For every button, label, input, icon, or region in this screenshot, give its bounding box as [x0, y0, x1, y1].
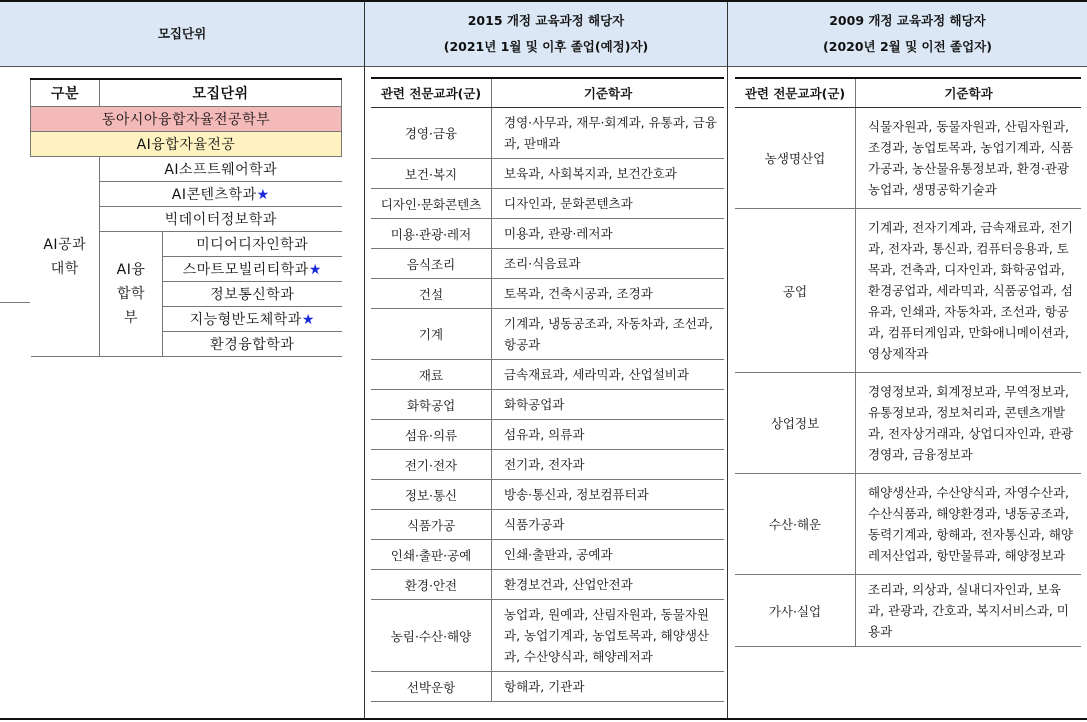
dept-info-comm: 정보통신학과	[163, 282, 342, 307]
subject-group-cell: 식품가공	[371, 510, 492, 540]
header-recruit-unit-text: 모집단위	[157, 26, 207, 41]
dept-intelligent-semiconductor	[163, 307, 342, 332]
table-row	[371, 108, 724, 159]
subject-group-cell: 기계	[371, 309, 492, 360]
table-row	[371, 600, 724, 672]
subject-group-cell: 미용·관광·레저	[371, 219, 492, 249]
standard-dept-cell: 미용과, 관광·레저과	[492, 219, 725, 249]
table-row	[735, 373, 1081, 474]
dept-ai-software: AI소프트웨어학과	[100, 157, 342, 182]
standard-dept-cell: 디자인과, 문화콘텐츠과	[492, 189, 725, 219]
table-row	[371, 480, 724, 510]
table-row	[371, 219, 724, 249]
subject-group-cell: 음식조리	[371, 249, 492, 279]
table-row	[371, 510, 724, 540]
header-recruit-unit	[0, 2, 364, 67]
subject-group-cell: 디자인·문화콘텐츠	[371, 189, 492, 219]
standard-dept-cell: 토목과, 건축시공과, 조경과	[492, 279, 725, 309]
subject-group-cell: 섬유·의류	[371, 420, 492, 450]
star-icon: ★	[301, 312, 315, 328]
standard-dept-cell: 조리·식음료과	[492, 249, 725, 279]
standard-dept-cell: 기계과, 전자기계과, 금속재료과, 전기과, 전자과, 통신과, 컴퓨터응용과, 토목과, 건축과, 디자인과, 화학공업과, 환경공업과, 세라믹과, 식품공업과, 섬유과, 인쇄과, 자동차과, 조선과, 항공과, 컴퓨터게임과, 만화애니메이션과, 영상제작과	[856, 209, 1082, 373]
curriculum-2009-body	[735, 108, 1081, 647]
column-divider	[364, 2, 365, 718]
unit-ai-autonomous: AI융합자율전공	[31, 132, 342, 157]
subject-group-cell: 농림·수산·해양	[371, 600, 492, 672]
standard-dept-cell: 해양생산과, 수산양식과, 자영수산과, 수산식품과, 해양환경과, 냉동공조과, 동력기계과, 항해과, 전자통신과, 해양레저산업과, 항만물류과, 해양정보과	[856, 474, 1082, 575]
header-2015-subtitle: (2021년 1월 및 이후 졸업(예정)자)	[443, 39, 649, 54]
subject-group-cell: 재료	[371, 360, 492, 390]
subject-group-cell: 경영·금융	[371, 108, 492, 159]
table-row	[371, 450, 724, 480]
th-standard-dept: 기준학과	[856, 78, 1082, 108]
subject-group-cell: 가사·실업	[735, 575, 856, 647]
unit-east-asia: 동아시아융합자율전공학부	[31, 107, 342, 132]
standard-dept-cell: 보육과, 사회복지과, 보건간호과	[492, 159, 725, 189]
th-category: 구분	[31, 79, 100, 107]
subject-group-cell: 건설	[371, 279, 492, 309]
th-related-subject: 관련 전문교과(군)	[735, 78, 856, 108]
header-2009-title: 2009 개정 교육과정 해당자	[829, 13, 986, 28]
header-2015-title: 2015 개정 교육과정 해당자	[467, 13, 625, 28]
table-row	[371, 159, 724, 189]
th-unit: 모집단위	[100, 79, 342, 107]
table-row	[735, 209, 1081, 373]
standard-dept-cell: 농업과, 원예과, 산림자원과, 동물자원과, 농업기계과, 농업토목과, 해양생산과, 수산양식과, 해양레저과	[492, 600, 725, 672]
dept-environment: 환경융합학과	[163, 332, 342, 357]
table-row	[371, 309, 724, 360]
standard-dept-cell: 전기과, 전자과	[492, 450, 725, 480]
column-divider	[727, 2, 728, 718]
star-icon: ★	[308, 262, 322, 278]
college-ai-engineering	[31, 157, 100, 357]
table-row	[735, 575, 1081, 647]
th-related-subject: 관련 전문교과(군)	[371, 78, 492, 108]
subject-group-cell: 수산·해운	[735, 474, 856, 575]
division-label: AI융합학부	[116, 262, 146, 326]
dept-smart-mobility	[163, 257, 342, 282]
standard-dept-cell: 섬유과, 의류과	[492, 420, 725, 450]
divider	[0, 302, 30, 303]
subject-group-cell: 선박운항	[371, 672, 492, 702]
subject-group-cell: 농생명산업	[735, 108, 856, 209]
table-row	[371, 249, 724, 279]
standard-dept-cell: 조리과, 의상과, 실내디자인과, 보육과, 관광과, 간호과, 복지서비스과, 미용과	[856, 575, 1082, 647]
table-row	[371, 570, 724, 600]
table-row	[371, 189, 724, 219]
header-2009-subtitle: (2020년 2월 및 이전 졸업자)	[823, 39, 992, 54]
star-icon: ★	[256, 187, 270, 203]
dept-intelligent-semiconductor-label: 지능형반도체학과	[189, 312, 302, 328]
th-standard-dept: 기준학과	[492, 78, 725, 108]
header-2009-curriculum	[728, 2, 1087, 67]
subject-group-cell: 환경·안전	[371, 570, 492, 600]
standard-dept-cell: 금속재료과, 세라믹과, 산업설비과	[492, 360, 725, 390]
standard-dept-cell: 기계과, 냉동공조과, 자동차과, 조선과, 항공과	[492, 309, 725, 360]
subject-group-cell: 정보·통신	[371, 480, 492, 510]
standard-dept-cell: 화학공업과	[492, 390, 725, 420]
curriculum-2015-table	[371, 77, 724, 702]
standard-dept-cell: 인쇄·출판과, 공예과	[492, 540, 725, 570]
table-row	[371, 360, 724, 390]
standard-dept-cell: 식물자원과, 동물자원과, 산림자원과, 조경과, 농업토목과, 농업기계과, 식품가공과, 농산물유통정보과, 환경·관광농업과, 생명공학기술과	[856, 108, 1082, 209]
table-row	[371, 420, 724, 450]
subject-group-cell: 보건·복지	[371, 159, 492, 189]
table-row	[735, 108, 1081, 209]
header-2015-curriculum	[365, 2, 727, 67]
table-row	[371, 279, 724, 309]
standard-dept-cell: 환경보건과, 산업안전과	[492, 570, 725, 600]
standard-dept-cell: 식품가공과	[492, 510, 725, 540]
table-row	[735, 474, 1081, 575]
table-row	[371, 390, 724, 420]
standard-dept-cell: 방송·통신과, 정보컴퓨터과	[492, 480, 725, 510]
subject-group-cell: 공업	[735, 209, 856, 373]
dept-media-design: 미디어디자인학과	[163, 232, 342, 257]
dept-bigdata: 빅데이터정보학과	[100, 207, 342, 232]
division-ai-convergence	[100, 232, 163, 357]
standard-dept-cell: 경영·사무과, 재무·회계과, 유통과, 금융과, 판매과	[492, 108, 725, 159]
dept-smart-mobility-label: 스마트모빌리티학과	[182, 262, 309, 278]
curriculum-2009-table	[735, 77, 1081, 647]
dept-ai-contents-label: AI콘텐츠학과	[171, 187, 257, 203]
recruit-unit-table	[30, 78, 342, 357]
bottom-rule	[0, 718, 1087, 720]
subject-group-cell: 전기·전자	[371, 450, 492, 480]
subject-group-cell: 상업정보	[735, 373, 856, 474]
table-row	[371, 672, 724, 702]
standard-dept-cell: 항해과, 기관과	[492, 672, 725, 702]
dept-ai-contents	[100, 182, 342, 207]
college-label: AI공과대학	[43, 236, 87, 277]
curriculum-2015-body	[371, 108, 724, 702]
subject-group-cell: 화학공업	[371, 390, 492, 420]
standard-dept-cell: 경영정보과, 회계정보과, 무역정보과, 유통정보과, 정보처리과, 콘텐츠개발과, 전자상거래과, 상업디자인과, 관광경영과, 금융정보과	[856, 373, 1082, 474]
table-row	[371, 540, 724, 570]
subject-group-cell: 인쇄·출판·공예	[371, 540, 492, 570]
